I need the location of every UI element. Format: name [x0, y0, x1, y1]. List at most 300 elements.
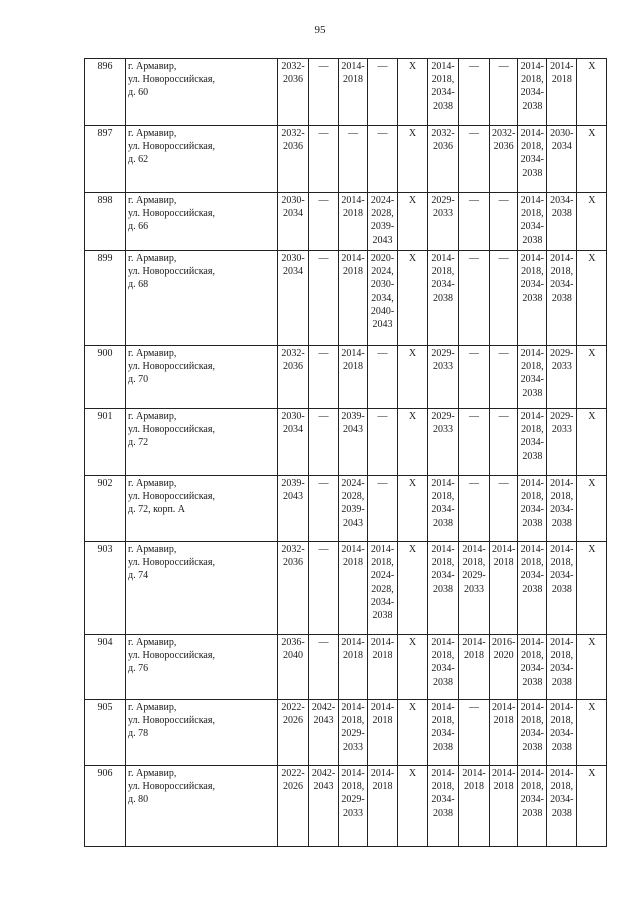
period-value: 2014- 2018 — [550, 61, 574, 86]
period-value: 2014- 2018, 2034- 2038 — [431, 478, 455, 529]
period-value: X — [408, 637, 417, 648]
address-line: д. 66 — [128, 221, 149, 233]
table-row — [85, 700, 607, 766]
period-cell — [428, 766, 459, 847]
period-value: — — [318, 637, 329, 648]
period-value: — — [377, 61, 388, 72]
period-value: 2034- 2038 — [550, 195, 574, 220]
address-line: г. Армавир, — [128, 478, 177, 489]
period-value: 2014- 2018, 2034- 2038 — [520, 637, 545, 688]
period-value: — — [498, 61, 509, 72]
period-value: X — [408, 128, 417, 139]
period-value: 2014- 2018 — [370, 768, 395, 793]
period-value: 2020- 2024, 2030- 2034, 2040- 2043 — [370, 253, 395, 331]
period-cell — [309, 476, 339, 542]
period-cell — [459, 193, 490, 251]
period-value: X — [588, 768, 596, 779]
period-cell — [398, 635, 428, 700]
period-cell — [547, 346, 577, 409]
period-value: 2036- 2040 — [281, 637, 305, 662]
period-cell — [368, 346, 398, 409]
period-cell — [518, 193, 547, 251]
row-number: 897 — [85, 126, 126, 193]
period-cell — [547, 193, 577, 251]
period-cell — [309, 766, 339, 847]
period-cell — [459, 542, 490, 635]
period-cell — [577, 409, 607, 476]
period-cell — [368, 126, 398, 193]
period-cell — [278, 59, 309, 126]
period-value: 2032- 2036 — [281, 128, 305, 153]
row-number: 906 — [85, 766, 126, 847]
period-cell — [547, 700, 577, 766]
address-line: ул. Новороссийская, — [128, 74, 215, 86]
address-cell — [126, 635, 278, 700]
period-value: 2014- 2018 — [492, 544, 516, 569]
period-cell — [490, 126, 518, 193]
address-line: г. Армавир, — [128, 637, 177, 648]
period-value: 2014- 2018, 2034- 2038 — [520, 544, 545, 595]
period-cell — [278, 635, 309, 700]
period-value: 2014- 2018, 2034- 2038 — [520, 61, 545, 112]
period-cell — [309, 193, 339, 251]
period-cell — [518, 700, 547, 766]
period-value: 2014- 2018 — [341, 61, 365, 86]
period-value: X — [408, 348, 417, 359]
address-cell — [126, 59, 278, 126]
period-value: — — [377, 478, 388, 489]
period-value: X — [408, 411, 417, 422]
period-cell — [459, 346, 490, 409]
period-cell — [368, 59, 398, 126]
period-cell — [339, 542, 368, 635]
period-value: 2014- 2018, 2034- 2038 — [550, 768, 574, 819]
period-cell — [368, 476, 398, 542]
period-cell — [398, 542, 428, 635]
period-cell — [339, 409, 368, 476]
period-value: 2024- 2028, 2039- 2043 — [370, 195, 395, 246]
period-cell — [577, 126, 607, 193]
period-value: 2014- 2018, 2034- 2038 — [431, 702, 455, 753]
period-value: — — [469, 348, 479, 359]
period-cell — [339, 635, 368, 700]
period-cell — [577, 700, 607, 766]
period-value: 2014- 2018, 2034- 2038 — [520, 411, 545, 462]
period-cell — [518, 476, 547, 542]
period-cell — [339, 193, 368, 251]
period-value: — — [377, 348, 388, 359]
period-cell — [368, 409, 398, 476]
period-cell — [459, 126, 490, 193]
period-cell — [428, 126, 459, 193]
address-line: д. 72, корп. А — [128, 504, 186, 516]
period-value: 2014- 2018, 2034- 2038 — [431, 768, 455, 819]
period-cell — [490, 542, 518, 635]
period-value: 2032- 2036 — [431, 128, 455, 153]
address-line: д. 72 — [128, 437, 149, 449]
period-value: X — [588, 702, 596, 713]
period-cell — [398, 193, 428, 251]
address-cell — [126, 700, 278, 766]
address-line: ул. Новороссийская, — [128, 781, 215, 793]
period-cell — [398, 766, 428, 847]
address-cell — [126, 766, 278, 847]
period-value: — — [469, 128, 479, 139]
row-number: 898 — [85, 193, 126, 251]
period-cell — [339, 346, 368, 409]
period-value: 2014- 2018 — [370, 702, 395, 727]
period-cell — [428, 409, 459, 476]
row-number: 904 — [85, 635, 126, 700]
address-cell — [126, 193, 278, 251]
period-cell — [577, 476, 607, 542]
period-value: — — [469, 702, 479, 713]
table-row — [85, 193, 607, 251]
period-cell — [577, 193, 607, 251]
address-line: г. Армавир, — [128, 61, 177, 72]
period-cell — [518, 59, 547, 126]
period-cell — [368, 766, 398, 847]
period-cell — [518, 126, 547, 193]
period-value: 2014- 2018, 2034- 2038 — [550, 253, 574, 304]
table-row — [85, 766, 607, 847]
period-cell — [577, 542, 607, 635]
address-line: г. Армавир, — [128, 411, 177, 422]
period-value: 2014- 2018, 2034- 2038 — [550, 544, 574, 595]
period-value: — — [318, 411, 329, 422]
period-value: X — [588, 544, 596, 555]
period-value: — — [348, 128, 358, 139]
period-cell — [547, 126, 577, 193]
row-number: 903 — [85, 542, 126, 635]
address-cell — [126, 542, 278, 635]
period-cell — [278, 126, 309, 193]
address-line: ул. Новороссийская, — [128, 557, 215, 569]
period-value: 2032- 2036 — [281, 544, 305, 569]
table-row — [85, 346, 607, 409]
period-value: 2014- 2018, 2024- 2028, 2034- 2038 — [370, 544, 395, 622]
period-cell — [547, 251, 577, 346]
period-cell — [309, 346, 339, 409]
period-cell — [278, 476, 309, 542]
period-cell — [459, 251, 490, 346]
period-value: 2014- 2018, 2034- 2038 — [550, 478, 574, 529]
address-line: г. Армавир, — [128, 768, 177, 779]
row-number: 905 — [85, 700, 126, 766]
period-cell — [518, 635, 547, 700]
address-line: д. 60 — [128, 87, 149, 99]
period-cell — [368, 251, 398, 346]
address-cell — [126, 126, 278, 193]
address-line: д. 68 — [128, 279, 149, 291]
period-cell — [547, 59, 577, 126]
period-value: — — [318, 348, 329, 359]
period-value: X — [588, 478, 596, 489]
period-cell — [339, 476, 368, 542]
period-cell — [490, 700, 518, 766]
period-cell — [428, 700, 459, 766]
period-value: X — [408, 478, 417, 489]
period-cell — [309, 409, 339, 476]
period-cell — [278, 700, 309, 766]
period-value: 2014- 2018, 2034- 2038 — [520, 348, 545, 399]
period-cell — [398, 251, 428, 346]
period-cell — [547, 542, 577, 635]
period-cell — [577, 251, 607, 346]
period-cell — [368, 193, 398, 251]
address-line: г. Армавир, — [128, 253, 177, 264]
period-cell — [309, 126, 339, 193]
address-line: д. 78 — [128, 728, 149, 740]
address-line: г. Армавир, — [128, 128, 177, 139]
period-value: 2032- 2036 — [281, 348, 305, 373]
period-value: X — [408, 544, 417, 555]
period-cell — [547, 409, 577, 476]
period-value: 2014- 2018 — [341, 348, 365, 373]
period-value: 2014- 2018 — [341, 637, 365, 662]
period-cell — [518, 346, 547, 409]
period-value: X — [588, 637, 596, 648]
period-value: 2014- 2018, 2034- 2038 — [431, 61, 455, 112]
address-line: г. Армавир, — [128, 702, 177, 713]
period-value: 2029- 2033 — [431, 411, 455, 436]
table-row — [85, 476, 607, 542]
period-value: 2029- 2033 — [550, 411, 574, 436]
period-value: — — [318, 544, 329, 555]
table-row — [85, 635, 607, 700]
period-value: 2014- 2018, 2034- 2038 — [520, 702, 545, 753]
period-cell — [309, 542, 339, 635]
address-line: ул. Новороссийская, — [128, 208, 215, 220]
period-value: 2029- 2033 — [431, 195, 455, 220]
period-value: — — [498, 253, 509, 264]
period-cell — [428, 635, 459, 700]
address-cell — [126, 476, 278, 542]
period-value: X — [588, 348, 596, 359]
period-value: 2014- 2018 — [370, 637, 395, 662]
table-row — [85, 542, 607, 635]
period-value: 2014- 2018, 2034- 2038 — [520, 253, 545, 304]
period-cell — [278, 251, 309, 346]
period-value: 2032- 2036 — [492, 128, 516, 153]
period-value: — — [498, 195, 509, 206]
page-number: 95 — [314, 24, 326, 36]
row-number: 900 — [85, 346, 126, 409]
period-value: X — [588, 61, 596, 72]
period-value: 2022- 2026 — [281, 768, 305, 793]
period-value: X — [408, 61, 417, 72]
address-line: д. 62 — [128, 154, 149, 166]
period-cell — [398, 126, 428, 193]
table-row — [85, 59, 607, 126]
period-cell — [339, 126, 368, 193]
period-value: 2014- 2018, 2029- 2033 — [462, 544, 486, 595]
period-cell — [547, 476, 577, 542]
period-cell — [490, 409, 518, 476]
address-line: д. 80 — [128, 794, 149, 806]
period-value: X — [588, 411, 596, 422]
period-cell — [398, 700, 428, 766]
period-value: 2014- 2018, 2034- 2038 — [520, 768, 545, 819]
period-cell — [309, 59, 339, 126]
address-line: ул. Новороссийская, — [128, 491, 215, 503]
period-value: 2014- 2018, 2034- 2038 — [520, 478, 545, 529]
period-value: 2014- 2018, 2034- 2038 — [520, 128, 545, 179]
period-value: — — [469, 253, 479, 264]
period-cell — [398, 59, 428, 126]
period-value: 2014- 2018, 2029- 2033 — [341, 702, 365, 753]
address-line: ул. Новороссийская, — [128, 141, 215, 153]
period-cell — [398, 346, 428, 409]
registry-table — [84, 58, 607, 847]
period-cell — [368, 635, 398, 700]
period-value: 2032- 2036 — [281, 61, 305, 86]
period-cell — [459, 635, 490, 700]
period-value: X — [408, 253, 417, 264]
period-cell — [368, 700, 398, 766]
period-value: — — [318, 195, 329, 206]
row-number: 896 — [85, 59, 126, 126]
period-value: 2014- 2018, 2034- 2038 — [550, 702, 574, 753]
period-cell — [459, 409, 490, 476]
period-value: — — [318, 61, 329, 72]
table-row — [85, 126, 607, 193]
address-line: ул. Новороссийская, — [128, 715, 215, 727]
period-cell — [518, 251, 547, 346]
period-cell — [309, 251, 339, 346]
period-cell — [278, 409, 309, 476]
period-value: — — [498, 411, 509, 422]
address-line: д. 74 — [128, 570, 149, 582]
period-value: 2014- 2018 — [341, 195, 365, 220]
period-value: X — [588, 195, 596, 206]
row-number: 901 — [85, 409, 126, 476]
period-cell — [518, 766, 547, 847]
period-cell — [459, 476, 490, 542]
period-cell — [309, 635, 339, 700]
period-cell — [577, 766, 607, 847]
period-cell — [398, 409, 428, 476]
address-cell — [126, 409, 278, 476]
period-value: — — [498, 348, 509, 359]
period-value: — — [377, 128, 388, 139]
period-value: — — [377, 411, 388, 422]
address-line: г. Армавир, — [128, 348, 177, 359]
period-value: X — [588, 253, 596, 264]
period-cell — [490, 59, 518, 126]
address-cell — [126, 346, 278, 409]
period-cell — [490, 476, 518, 542]
row-number: 899 — [85, 251, 126, 346]
period-value: 2014- 2018 — [492, 768, 516, 793]
period-cell — [577, 59, 607, 126]
period-value: — — [318, 253, 329, 264]
period-cell — [278, 766, 309, 847]
period-cell — [459, 766, 490, 847]
address-line: г. Армавир, — [128, 195, 177, 206]
period-value: 2030- 2034 — [281, 195, 305, 220]
period-value: 2014- 2018 — [341, 253, 365, 278]
period-cell — [339, 59, 368, 126]
period-cell — [278, 346, 309, 409]
period-cell — [428, 476, 459, 542]
table-row — [85, 409, 607, 476]
address-line: д. 76 — [128, 663, 149, 675]
period-cell — [459, 700, 490, 766]
period-value: 2014- 2018, 2034- 2038 — [550, 637, 574, 688]
row-number: 902 — [85, 476, 126, 542]
period-value: 2014- 2018, 2034- 2038 — [431, 544, 455, 595]
period-value: — — [498, 478, 509, 489]
period-cell — [428, 59, 459, 126]
period-value: — — [318, 478, 329, 489]
period-value: X — [408, 768, 417, 779]
period-value: 2014- 2018 — [462, 637, 486, 662]
period-cell — [490, 635, 518, 700]
period-value: 2014- 2018 — [492, 702, 516, 727]
period-value: 2014- 2018 — [462, 768, 486, 793]
period-cell — [339, 766, 368, 847]
period-value: 2030- 2034 — [281, 253, 305, 278]
period-cell — [518, 542, 547, 635]
period-value: 2014- 2018, 2034- 2038 — [431, 637, 455, 688]
period-cell — [428, 346, 459, 409]
period-value: 2016- 2020 — [492, 637, 516, 662]
period-value: 2030- 2034 — [550, 128, 574, 153]
period-cell — [428, 251, 459, 346]
address-line: г. Армавир, — [128, 544, 177, 555]
address-line: ул. Новороссийская, — [128, 424, 215, 436]
address-line: ул. Новороссийская, — [128, 266, 215, 278]
period-cell — [490, 193, 518, 251]
period-cell — [309, 700, 339, 766]
period-cell — [518, 409, 547, 476]
period-value: X — [408, 702, 417, 713]
period-cell — [577, 346, 607, 409]
period-value: — — [469, 478, 479, 489]
period-value: 2039- 2043 — [281, 478, 305, 503]
period-value: — — [469, 61, 479, 72]
period-value: 2042- 2043 — [311, 702, 336, 727]
period-value: 2014- 2018 — [341, 544, 365, 569]
period-cell — [339, 700, 368, 766]
period-cell — [428, 542, 459, 635]
period-cell — [398, 476, 428, 542]
period-cell — [577, 635, 607, 700]
period-value: 2014- 2018, 2029- 2033 — [341, 768, 365, 819]
period-value: — — [318, 128, 329, 139]
period-value: — — [469, 195, 479, 206]
period-cell — [278, 542, 309, 635]
period-value: 2014- 2018, 2034- 2038 — [431, 253, 455, 304]
address-line: д. 70 — [128, 374, 149, 386]
period-cell — [490, 766, 518, 847]
period-value: 2039- 2043 — [341, 411, 365, 436]
period-value: 2014- 2018, 2034- 2038 — [520, 195, 545, 246]
table-row — [85, 251, 607, 346]
period-cell — [547, 635, 577, 700]
period-cell — [278, 193, 309, 251]
period-cell — [428, 193, 459, 251]
period-value: 2029- 2033 — [431, 348, 455, 373]
period-cell — [368, 542, 398, 635]
address-line: ул. Новороссийская, — [128, 650, 215, 662]
period-value: 2024- 2028, 2039- 2043 — [341, 478, 365, 529]
period-value: 2029- 2033 — [550, 348, 574, 373]
period-cell — [547, 766, 577, 847]
period-cell — [490, 251, 518, 346]
period-cell — [459, 59, 490, 126]
